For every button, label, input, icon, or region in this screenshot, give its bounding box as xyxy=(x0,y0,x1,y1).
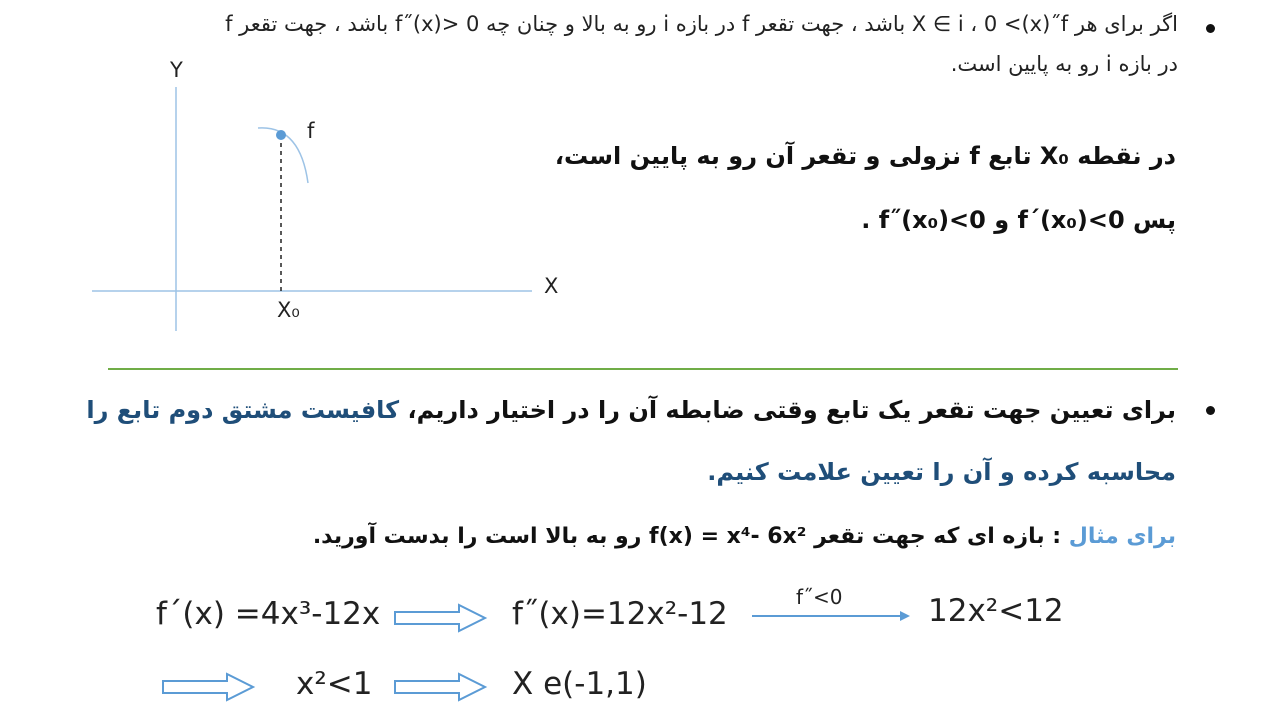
method-text-line1 xyxy=(86,396,1176,424)
condition-arrow xyxy=(752,608,912,624)
bullet-1 xyxy=(1206,24,1215,33)
x-squared-inequality: x²<1 xyxy=(296,666,373,702)
bullet-text-line2: در بازه i رو به پایین است. xyxy=(950,52,1178,76)
example-colon: : xyxy=(1044,524,1069,549)
x0-label: X₀ xyxy=(277,298,300,322)
method-text-part2: کافیست مشتق دوم تابع را xyxy=(86,396,408,424)
implies-arrow-2 xyxy=(161,672,257,702)
method-text-line2: محاسبه کرده و آن را تعیین علامت کنیم. xyxy=(707,458,1176,486)
implies-arrow-3 xyxy=(393,672,489,702)
bullet-text-line1: اگر برای هر X ∈ i ، 0 <(x)˝f باشد ، جهت تقعر f در بازه i رو به بالا و چنان چه 0 <(x)˝f باشد ، جهت تقعر f xyxy=(225,12,1178,36)
condition-label: f˝<0 xyxy=(796,585,843,609)
second-derivative: f˝(x)=12x²-12 xyxy=(512,596,728,632)
example-label: برای مثال xyxy=(1068,524,1176,549)
first-derivative: f´(x) =4x³-12x xyxy=(156,596,381,632)
implies-arrow-1 xyxy=(393,603,489,633)
example-line xyxy=(313,524,1176,549)
curve-label: f xyxy=(307,119,315,143)
final-interval: X e(-1,1) xyxy=(512,666,647,702)
y-axis-label: Y xyxy=(170,58,183,82)
x-axis-label: X xyxy=(544,274,559,298)
inequality-result: 12x²<12 xyxy=(928,593,1064,629)
statement-decreasing: در نقطه X₀ تابع f نزولی و تقعر آن رو به پایین است، xyxy=(554,142,1176,170)
method-text-part1: برای تعیین جهت تقعر یک تابع وقتی ضابطه آن را در اختیار داریم، xyxy=(407,396,1176,424)
concavity-graph xyxy=(80,55,580,345)
point-on-curve xyxy=(276,130,286,140)
bullet-2 xyxy=(1206,406,1215,415)
section-separator xyxy=(108,368,1178,370)
statement-derivatives: پس f´(x₀)<0 و f˝(x₀)<0 . xyxy=(861,206,1176,234)
example-text: بازه ای که جهت تقعر f(x) = x⁴- 6x² رو به بالا است را بدست آورید. xyxy=(312,524,1045,549)
